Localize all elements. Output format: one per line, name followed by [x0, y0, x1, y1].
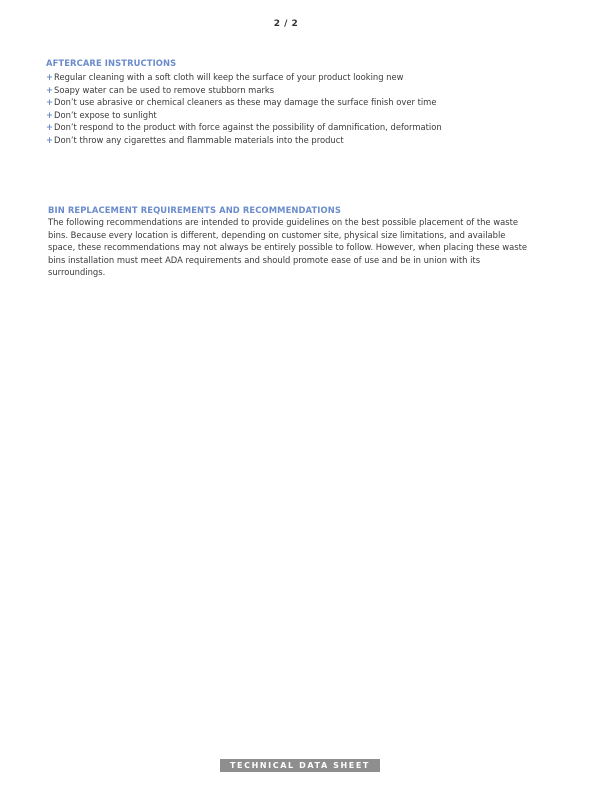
footer-banner: TECHNICAL DATA SHEET	[220, 759, 380, 772]
list-item	[46, 96, 556, 109]
paragraph-line: The following recommendations are intended to provide guidelines on the best possible placement of the waste	[48, 217, 519, 227]
aftercare-list	[46, 71, 556, 147]
paragraph-line: bins installation must meet ADA requirements and should promote ease of use and be in union with its	[48, 254, 481, 265]
bin-replacement-section	[48, 204, 554, 279]
aftercare-title: AFTERCARE INSTRUCTIONS	[46, 58, 177, 68]
list-item	[46, 84, 556, 97]
bin-replacement-paragraph	[48, 216, 554, 279]
page-number: 2 / 2	[273, 19, 299, 29]
list-item-text: Don’t respond to the product with force against the possibility of damnification, deformation	[54, 122, 442, 133]
list-item	[46, 109, 556, 122]
list-item-text: Don’t expose to sunlight	[54, 109, 157, 120]
list-item	[46, 121, 556, 134]
paragraph-line: space, these recommendations may not always be entirely possible to follow. However, when placing these waste	[48, 242, 528, 253]
plus-icon: +	[46, 134, 54, 145]
list-item	[46, 71, 556, 84]
bin-replacement-title: BIN REPLACEMENT REQUIREMENTS AND RECOMMENDATIONS	[48, 205, 341, 215]
plus-icon: +	[46, 97, 54, 108]
plus-icon: +	[46, 84, 54, 95]
plus-icon: +	[46, 122, 54, 133]
list-item	[46, 134, 556, 147]
list-item-text: Soapy water can be used to remove stubborn marks	[54, 84, 275, 95]
paragraph-line: bins. Because every location is different, depending on customer site, physical size limitations, and available	[48, 229, 506, 240]
paragraph-line: surroundings.	[48, 267, 106, 278]
aftercare-section	[46, 57, 556, 147]
list-item-text: Don’t throw any cigarettes and flammable materials into the product	[54, 134, 344, 145]
plus-icon: +	[46, 109, 54, 120]
plus-icon: +	[46, 72, 54, 82]
list-item-text: Regular cleaning with a soft cloth will keep the surface of your product looking new	[54, 72, 404, 82]
list-item-text: Don’t use abrasive or chemical cleaners as these may damage the surface finish over time	[54, 97, 437, 108]
